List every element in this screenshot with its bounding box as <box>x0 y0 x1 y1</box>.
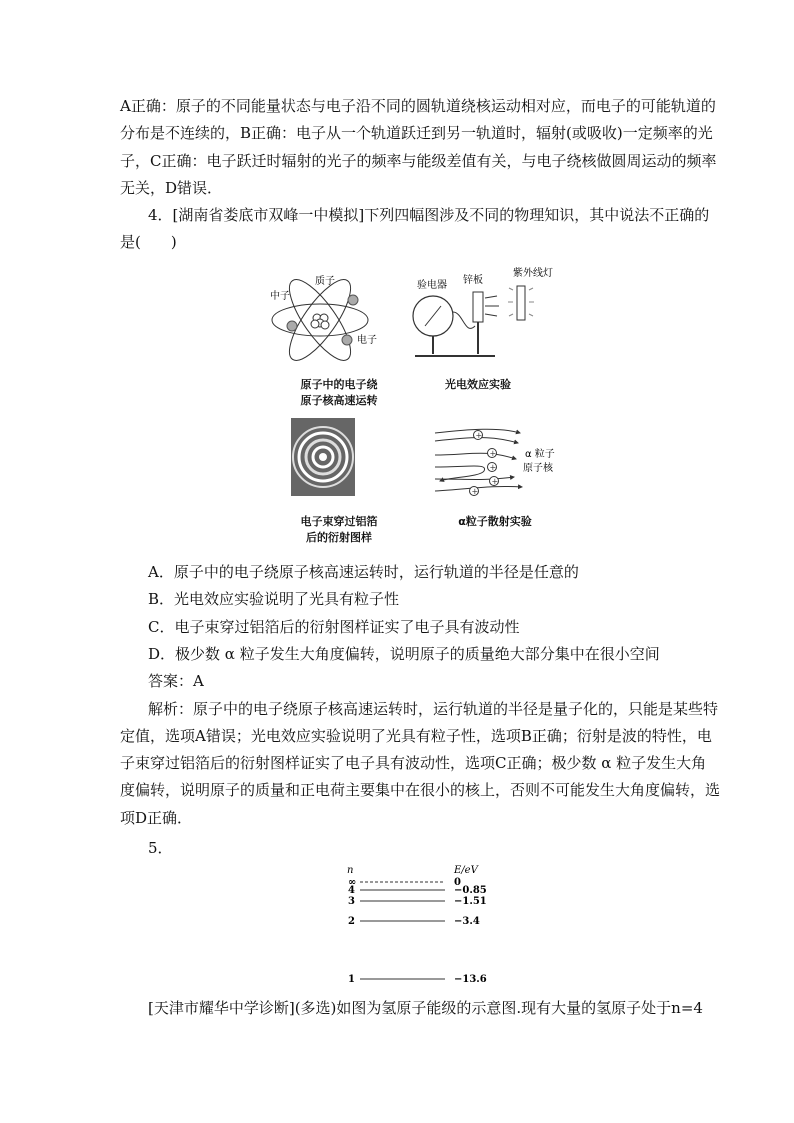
option-c: C．电子束穿过铝箔后的衍射图样证实了电子具有波动性 <box>148 618 520 636</box>
nucleus <box>311 314 329 329</box>
question-4-stem: 4．[湖南省娄底市双峰一中模拟]下列四幅图涉及不同的物理知识，其中说法不正确的 <box>148 206 710 224</box>
question-5-stem: [天津市耀华中学诊断](多选)如图为氢原子能级的示意图.现有大量的氢原子处于n=4 <box>148 999 703 1017</box>
energy-level-n-label: 3 <box>348 896 355 907</box>
label-uv-lamp: 紫外线灯 <box>513 268 553 279</box>
energy-level-n-label: 4 <box>348 885 355 896</box>
caption-line: 原子核高速运转 <box>300 394 378 407</box>
option-d: D．极少数 α 粒子发生大角度偏转，说明原子的质量绝大部分集中在很小空间 <box>148 645 660 663</box>
label-electroscope: 验电器 <box>417 280 447 291</box>
energy-level-n-label: ∞ <box>348 877 357 888</box>
svg-text:+: + <box>475 431 483 440</box>
caption-line: 电子束穿过铝箔 <box>300 515 378 528</box>
energy-level-e-label: 0 <box>454 877 461 888</box>
analysis-line: 子束穿过铝箔后的衍射图样证实了电子具有波动性，选项C正确；极少数 α 粒子发生大角 <box>120 754 707 772</box>
e-header: E/eV <box>454 865 478 876</box>
energy-level-e-label: −0.85 <box>454 885 487 896</box>
label-alpha-particle: α 粒子 <box>525 449 555 460</box>
label-zinc: 锌板 <box>463 275 483 286</box>
alpha-scattering-figure <box>430 425 560 507</box>
svg-text:+: + <box>489 449 497 458</box>
text-line: 子，C正确：电子跃迁时辐射的光子的频率与能级差值有关，与电子绕核做圆周运动的频率 <box>120 152 717 170</box>
energy-level-n-label: 1 <box>348 974 355 985</box>
caption-line: α粒子散射实验 <box>458 515 532 528</box>
photoelectric-figure <box>405 266 565 366</box>
label-electron: 电子 <box>357 335 377 346</box>
answer: 答案：A <box>148 672 204 690</box>
energy-level-e-label: −13.6 <box>454 974 487 985</box>
label-nucleus: 原子核 <box>523 463 553 474</box>
analysis-line: 定值，选项A错误；光电效应实验说明了光具有粒子性，选项B正确；衍射是波的特性，电 <box>120 727 712 745</box>
uv-lamp <box>517 286 525 320</box>
option-b: B．光电效应实验说明了光具有粒子性 <box>148 590 400 608</box>
caption-diffraction <box>284 514 394 546</box>
analysis-line: 项D正确． <box>120 809 193 827</box>
caption-atom <box>284 377 394 409</box>
energy-level-n-label: 2 <box>348 916 355 927</box>
n-header: n <box>347 865 354 876</box>
question-4-stem-cont: 是( ) <box>120 233 177 251</box>
electron-dot <box>342 335 352 345</box>
energy-level-diagram <box>330 860 490 990</box>
svg-text:+: + <box>471 487 479 496</box>
label-neutron: 中子 <box>270 291 290 302</box>
caption-line: 光电效应实验 <box>445 378 511 391</box>
zinc-plate <box>473 292 483 322</box>
caption-alpha <box>440 514 550 530</box>
label-proton: 质子 <box>315 276 335 287</box>
atom-model-figure <box>265 268 385 363</box>
caption-photoelectric <box>418 377 538 393</box>
question-5-number: 5． <box>148 839 173 857</box>
energy-level-e-label: −1.51 <box>454 896 487 907</box>
energy-level-e-label: −3.4 <box>454 916 480 927</box>
electron-dot <box>348 295 358 305</box>
text-line: A正确：原子的不同能量状态与电子沿不同的圆轨道绕核运动相对应，而电子的可能轨道的 <box>120 97 716 115</box>
electron-dot <box>287 321 297 331</box>
analysis-line: 度偏转，说明原子的质量和正电荷主要集中在很小的核上，否则不可能发生大角度偏转，选 <box>120 781 721 799</box>
diffraction-pattern-figure <box>291 418 355 496</box>
analysis-line: 解析：原子中的电子绕原子核高速运转时，运行轨道的半径是量子化的，只能是某些特 <box>148 700 719 718</box>
svg-text:+: + <box>489 463 497 472</box>
option-a: A．原子中的电子绕原子核高速运转时，运行轨道的半径是任意的 <box>148 563 579 581</box>
text-line: 无关，D错误． <box>120 179 223 197</box>
caption-line: 后的衍射图样 <box>306 531 372 544</box>
svg-text:+: + <box>491 477 499 486</box>
text-line: 分布是不连续的，B正确：电子从一个轨道跃迁到另一轨道时，辐射(或吸收)一定频率的光 <box>120 124 713 142</box>
caption-line: 原子中的电子绕 <box>300 378 378 391</box>
